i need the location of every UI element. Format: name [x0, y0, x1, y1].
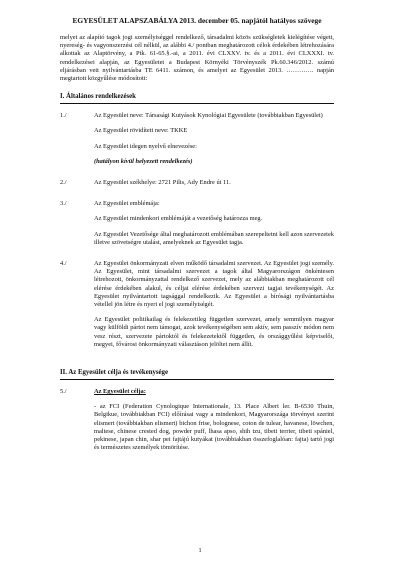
emblem-paragraph-1: Az Egyesület mindenkori emblémáját a vezetőség határozza meg.	[94, 215, 263, 223]
political-independence-paragraph: Az Egyesület politikailag és felekezetileg független szervezet, amely semmilyen magyar vagy külföldi pártot nem támogat, azok tevékenységében sem aktív, sem passzív módon nem vesz részt, szervezete pártoktól és felekezetektől független, és országgyűlési képviselői, megyei, fővárosi önkormányzati választáson jelöltet nem állít.	[94, 316, 334, 348]
section-heading-goals: II. Az Egyesület célja és tevékenysége	[60, 368, 334, 380]
article-body	[94, 388, 334, 459]
intro-paragraph: melyet az alapító tagok jogi személyiséggel rendelkező, társadalmi közös szükségletek kielégítése végett, nyereség- és vagyonszerzési cél nélkül, az alábbi 4./ pontban meghatározott célok érdekében létrehozására alkottak az Alaptörvény, a Ptk. 61-65.§.-ai, a 2011. évi CLXXV. tv. és a 2011. évi CLXXXI. tv. rendelkezései alapján, az Egyesületet a Budapest Környéki Törvényszék Pk.60.346/2012. számú eljárásban vett nyilvántartásba TE 6411. számon, és amelyet az Egyesület 2013. …………. napján megtartott közgyűlése módosított:	[60, 34, 334, 83]
association-seat: Az Egyesület székhelye: 2721 Pilis, Ady Endre út 11.	[94, 179, 231, 187]
article-body	[94, 112, 334, 173]
association-name: Az Egyesület neve: Társasági Kutyások Kynológiai Egyesülete (továbbiakban Egyesület)	[94, 112, 323, 120]
article-number: 3./	[60, 200, 67, 208]
article-number: 4./	[60, 260, 67, 268]
emblem-label: Az Egyesület emblémája:	[94, 200, 160, 208]
article-body	[94, 179, 334, 194]
article-1	[60, 112, 334, 173]
article-number: 2./	[60, 179, 67, 187]
article-number: 1./	[60, 112, 67, 120]
article-number: 5./	[60, 388, 67, 396]
legal-status-paragraph: Az Egyesület önkormányzati elven működő társadalmi szervezet. Az Egyesület jogi személy. Az Egyesület, mint társadalmi szervezet a tagok által Magyarországon önkéntesen létrehozott, önkormányzattal rendelkező szervezet, mely az alábbiakban meghatározott cél elérése érdekében alakul, és céljai elérése érdekében szervezi tagjai tevékenységét. Az Egyesület nyilvántartott tagsággal rendelkezik. Az Egyesület a bírósági nyilvántartásba vétellel jön létre és nyeri el jogi személyiségét.	[94, 260, 334, 309]
page-number: 1	[198, 547, 202, 554]
association-short-name: Az Egyesület rövidített neve: TKKE	[94, 127, 188, 135]
goal-text: - az FCI (Federation Cynologique Internationale, 13. Place Albert ler. B-6530 Thuin, Belgikue, továbbiakban FCI) előírásai vagy a mindenkori, Magyarországa törvényei szerint elismert (továbbiakban elismert) bichon frise, bolognese, coton de tulear, havanese, löwchen, maltese, chinese crested dog, powder puff, lhasa apso, shih tzu, tibeti terrier, tibeti spániel, pekinese, japan chin, shar pei fajtájú kutyákat (továbbiakban összefoglalóan: fajta) tartó jogi és természetes személyek tömörítése.	[94, 403, 334, 452]
document-title: EGYESÜLET ALAPSZABÁLYA 2013. december 05. napjától hatályos szövege	[72, 16, 322, 25]
article-2	[60, 179, 334, 194]
article-3	[60, 200, 334, 254]
goal-label: Az Egyesület célja:	[94, 388, 146, 396]
article-5	[60, 388, 334, 459]
article-4	[60, 260, 334, 356]
association-foreign-name-label: Az Egyesület idegen nyelvű elnevezése:	[94, 142, 197, 150]
section-heading-general: I. Általános rendelkezések	[60, 92, 334, 104]
repealed-provision-note: (hatályon kívül helyezett rendelkezés)	[94, 157, 193, 165]
article-body	[94, 200, 334, 254]
article-body	[94, 260, 334, 356]
emblem-paragraph-2: Az Egyesület Vezetősége által meghatározott emblémában szerepeltetni kell azon szervezetek illetve szövetségre utalást, amelyeknek az Egyesület tagja.	[94, 230, 334, 246]
